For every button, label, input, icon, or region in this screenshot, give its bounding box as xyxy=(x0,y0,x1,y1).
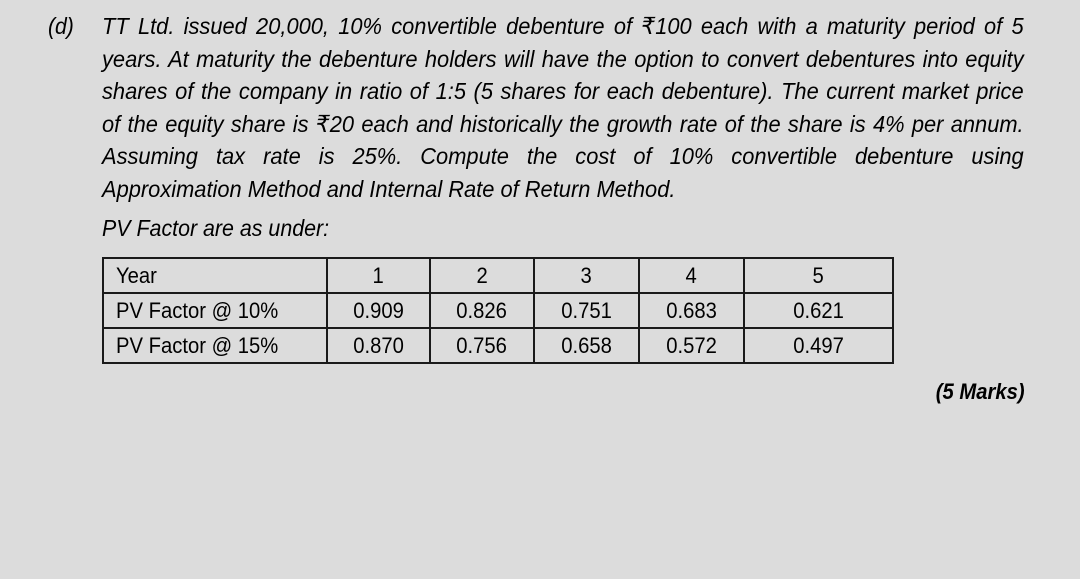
table-cell: 0.658 xyxy=(534,328,639,363)
table-cell: 5 xyxy=(744,258,893,293)
table-cell: 3 xyxy=(534,258,639,293)
marks-label: (5 Marks) xyxy=(936,379,1025,404)
question-text: TT Ltd. issued 20,000, 10% convertible debenture of ₹100 each with a maturity period of 5 years. At maturity the debenture holders will have the option to convert debentures into equity shares of the company in ratio of 1:5 (5 shares for each debenture). The current market price of the equity share is ₹20 each and historically the growth rate of the share is 4% per annum. Assuming tax rate is 25%. Compute the cost of 10% convertible debenture using Approximation Method and Internal Rate of Return Method. xyxy=(102,13,1024,202)
table-cell: 0.683 xyxy=(639,293,744,328)
table-row xyxy=(103,328,893,363)
table-cell: 0.909 xyxy=(327,293,430,328)
table-cell: Year xyxy=(103,258,327,293)
table-cell: 0.497 xyxy=(744,328,893,363)
table-cell: 0.826 xyxy=(430,293,534,328)
table-cell: 0.870 xyxy=(327,328,430,363)
table-header-row xyxy=(103,258,893,293)
table-cell: 1 xyxy=(327,258,430,293)
question-label: (d) xyxy=(48,13,74,39)
table-cell: 0.572 xyxy=(639,328,744,363)
table-cell: 2 xyxy=(430,258,534,293)
table-cell: 0.756 xyxy=(430,328,534,363)
pv-factor-table xyxy=(102,257,894,364)
pv-factor-heading: PV Factor are as under: xyxy=(102,215,330,241)
table-cell: 0.751 xyxy=(534,293,639,328)
table-cell: PV Factor @ 15% xyxy=(103,328,327,363)
table-cell: 4 xyxy=(639,258,744,293)
table-cell: 0.621 xyxy=(744,293,893,328)
table-cell: PV Factor @ 10% xyxy=(103,293,327,328)
table-row xyxy=(103,293,893,328)
